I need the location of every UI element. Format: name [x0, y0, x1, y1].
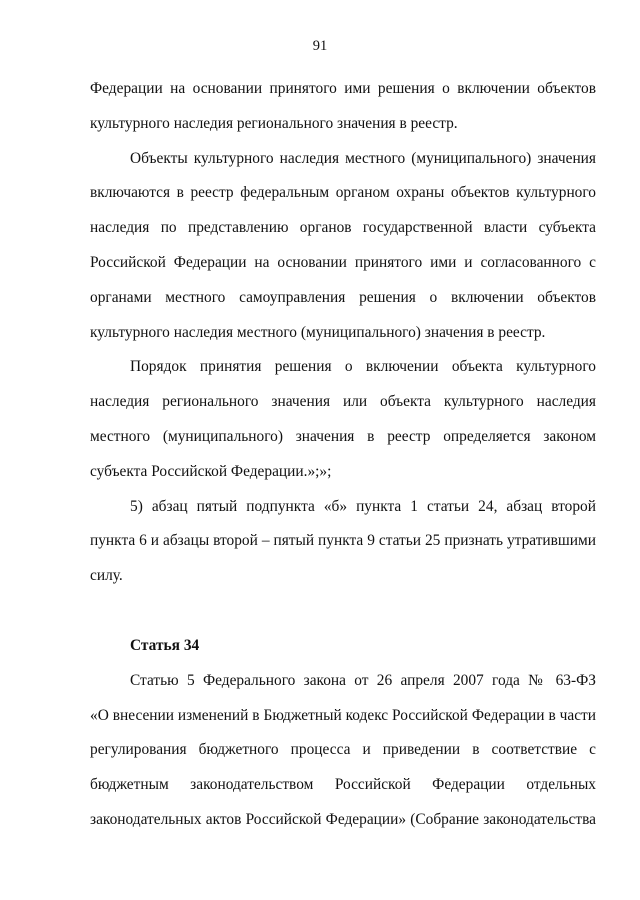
page-number: 91 — [312, 38, 328, 54]
document-body — [90, 72, 596, 838]
text-line: Федерации на основании принятого ими решения о включении объектов — [90, 80, 596, 97]
paragraph — [90, 142, 596, 351]
text-line: Объекты культурного наследия местного (муниципального) значения — [130, 149, 596, 167]
text-line: культурного наследия регионального значения в реестр. — [90, 114, 458, 132]
text-line: местного (муниципального) значения в реестр определяется законом — [90, 427, 596, 445]
text-line: бюджетным законодательством Российской Федерации отдельных — [90, 776, 596, 794]
text-line: Статью 5 Федерального закона от 26 апреля 2007 года № 63-ФЗ — [130, 671, 596, 689]
text-line: наследия регионального значения или объекта культурного наследия — [90, 393, 596, 411]
text-line: 5) абзац пятый подпункта «б» пункта 1 статьи 24, абзац второй — [130, 497, 596, 515]
text-line: органами местного самоуправления решения о включении объектов — [90, 288, 596, 306]
article-heading: Статья 34 — [130, 636, 200, 654]
paragraph — [90, 664, 596, 838]
text-line: регулирования бюджетного процесса и приведении в соответствие с — [90, 741, 596, 759]
text-line: «О внесении изменений в Бюджетный кодекс Российской Федерации в части — [90, 706, 596, 724]
paragraph — [90, 490, 596, 594]
section-gap — [90, 594, 596, 629]
text-line: пункта 6 и абзацы второй – пятый пункта 9 статьи 25 признать утратившими — [90, 532, 596, 550]
text-line: субъекта Российской Федерации.»;»; — [90, 462, 332, 480]
text-line: Порядок принятия решения о включении объекта культурного — [130, 358, 596, 376]
text-line: культурного наследия местного (муниципального) значения в реестр. — [90, 323, 546, 341]
paragraph — [90, 72, 596, 142]
text-line: включаются в реестр федеральным органом охраны объектов культурного — [90, 184, 596, 202]
text-line: силу. — [90, 567, 123, 585]
text-line: наследия по представлению органов государственной власти субъекта — [90, 219, 596, 237]
text-line: Российской Федерации на основании принятого ими и согласованного с — [90, 253, 596, 271]
paragraph — [90, 350, 596, 489]
text-line: законодательных актов Российской Федерации» (Собрание законодательства — [90, 810, 596, 828]
